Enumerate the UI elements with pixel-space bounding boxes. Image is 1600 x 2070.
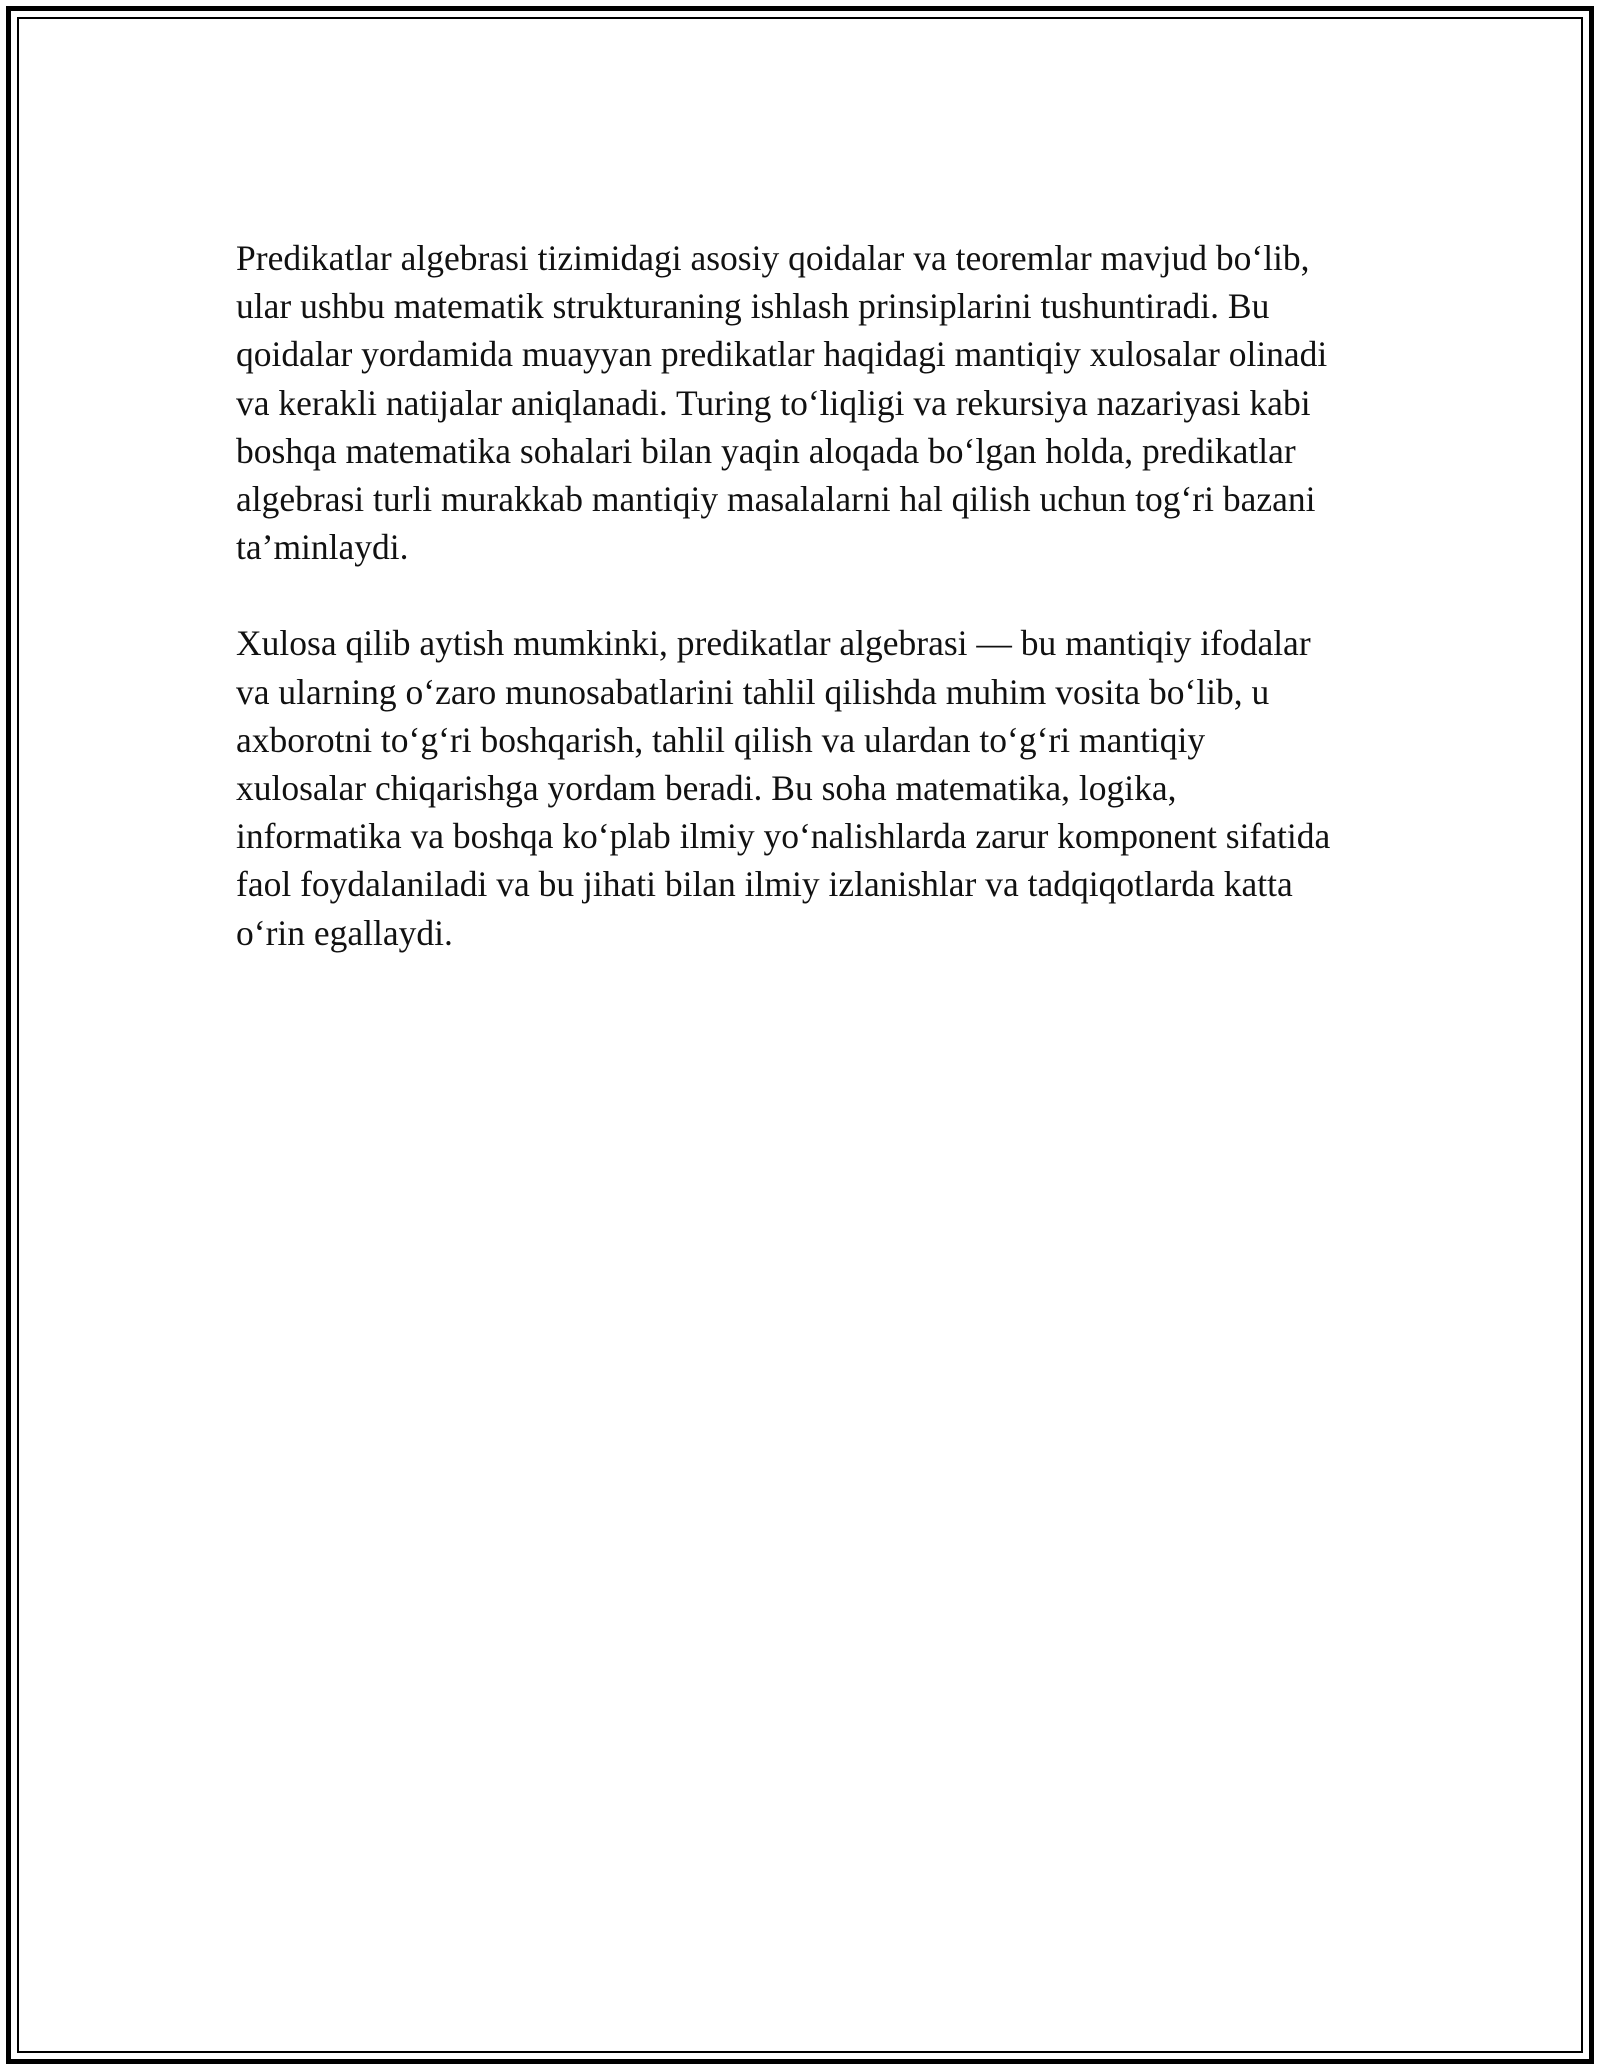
document-body — [236, 234, 1366, 957]
paragraph-rules-and-theorems: Predikatlar algebrasi tizimidagi asosiy qoidalar va teoremlar mavjud bo‘lib, ular ushbu matematik strukturaning ishlash prinsiplarini tushuntiradi. Bu qoidalar yordamida muayyan predikatlar haqidagi mantiqiy xulosalar olinadi va kerakli natijalar aniqlanadi. Turing to‘liqligi va rekursiya nazariyasi kabi boshqa matematika sohalari bilan yaqin aloqada bo‘lgan holda, predikatlar algebrasi turli murakkab mantiqiy masalalarni hal qilish uchun tog‘ri bazani ta’minlaydi. — [236, 238, 1328, 568]
paragraph-conclusion: Xulosa qilib aytish mumkinki, predikatlar algebrasi — bu mantiqiy ifodalar va ularning o‘zaro munosabatlarini tahlil qilishda muhim vosita bo‘lib, u axborotni to‘g‘ri boshqarish, tahlil qilish va ulardan to‘g‘ri mantiqiy xulosalar chiqarishga yordam beradi. Bu soha matematika, logika, informatika va boshqa ko‘plab ilmiy yo‘nalishlarda zarur komponent sifatida faol foydalaniladi va bu jihati bilan ilmiy izlanishlar va tadqiqotlarda katta o‘rin egallaydi. — [236, 623, 1331, 953]
